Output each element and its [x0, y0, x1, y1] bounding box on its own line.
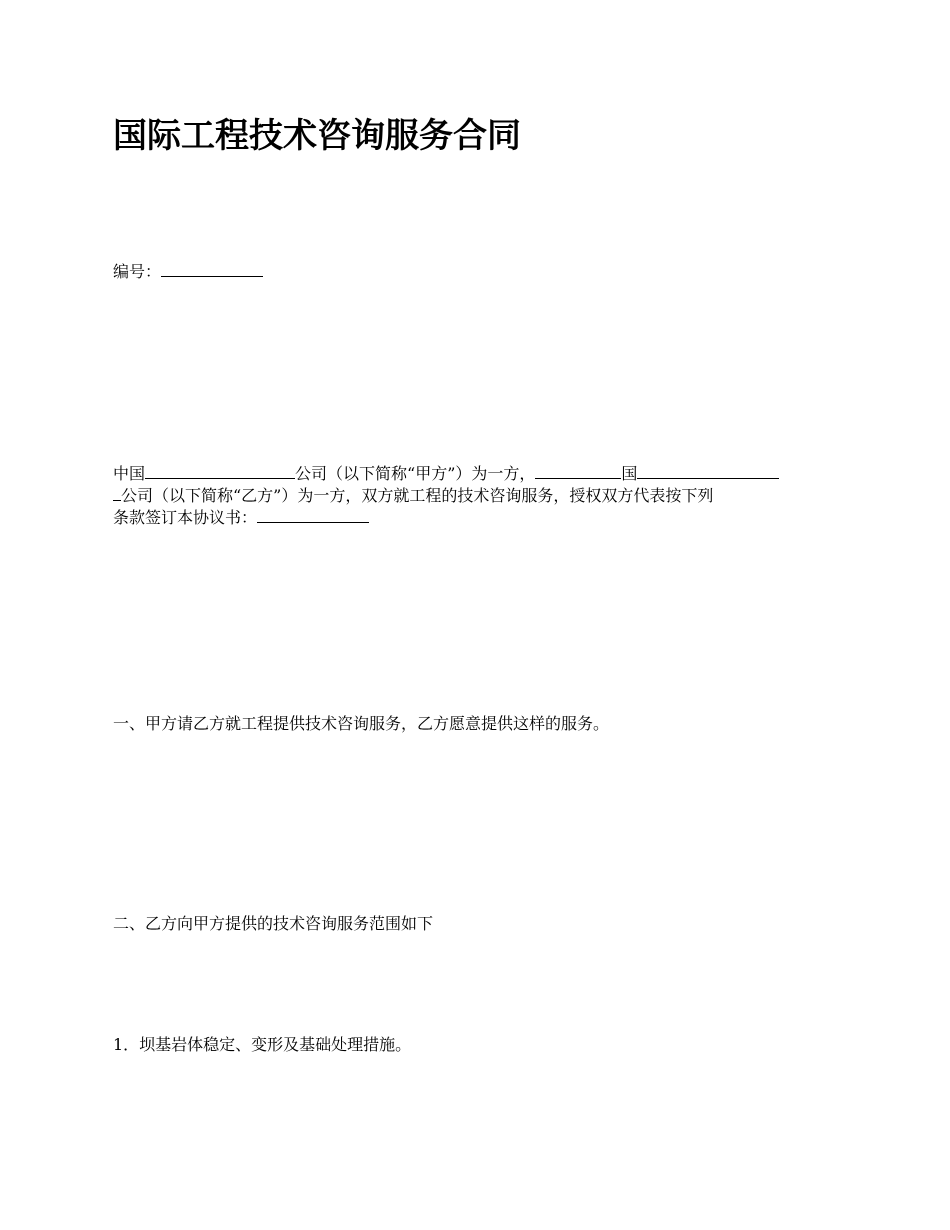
contract-number-label: 编号： — [113, 262, 162, 281]
party-b-company-blank[interactable] — [637, 464, 779, 479]
contract-number-line — [113, 261, 833, 283]
intro-line-3 — [113, 507, 833, 529]
intro-text: 公司（以下简称“甲方”）为一方， — [295, 464, 536, 483]
party-b-company-blank-continued[interactable] — [113, 486, 121, 501]
intro-line-2 — [113, 485, 833, 507]
intro-text: 国 — [621, 464, 638, 483]
party-a-company-blank[interactable] — [145, 464, 295, 479]
clause-2: 二、乙方向甲方提供的技术咨询服务范围如下 — [113, 914, 434, 933]
party-b-country-blank[interactable] — [535, 464, 621, 479]
clause-1: 一、甲方请乙方就工程提供技术咨询服务，乙方愿意提供这样的服务。 — [113, 714, 610, 733]
contract-number-blank[interactable] — [161, 262, 263, 277]
intro-paragraph — [113, 463, 833, 529]
intro-line-1 — [113, 463, 833, 485]
intro-text: 中国 — [113, 464, 146, 483]
intro-text: 条款签订本协议书： — [113, 508, 258, 527]
agreement-blank[interactable] — [257, 508, 369, 523]
intro-text: 公司（以下简称“乙方”）为一方，双方就工程的技术咨询服务，授权双方代表按下列 — [121, 486, 714, 505]
document-title: 国际工程技术咨询服务合同 — [113, 116, 521, 156]
clause-2-item-1: 1．坝基岩体稳定、变形及基础处理措施。 — [113, 1035, 412, 1054]
